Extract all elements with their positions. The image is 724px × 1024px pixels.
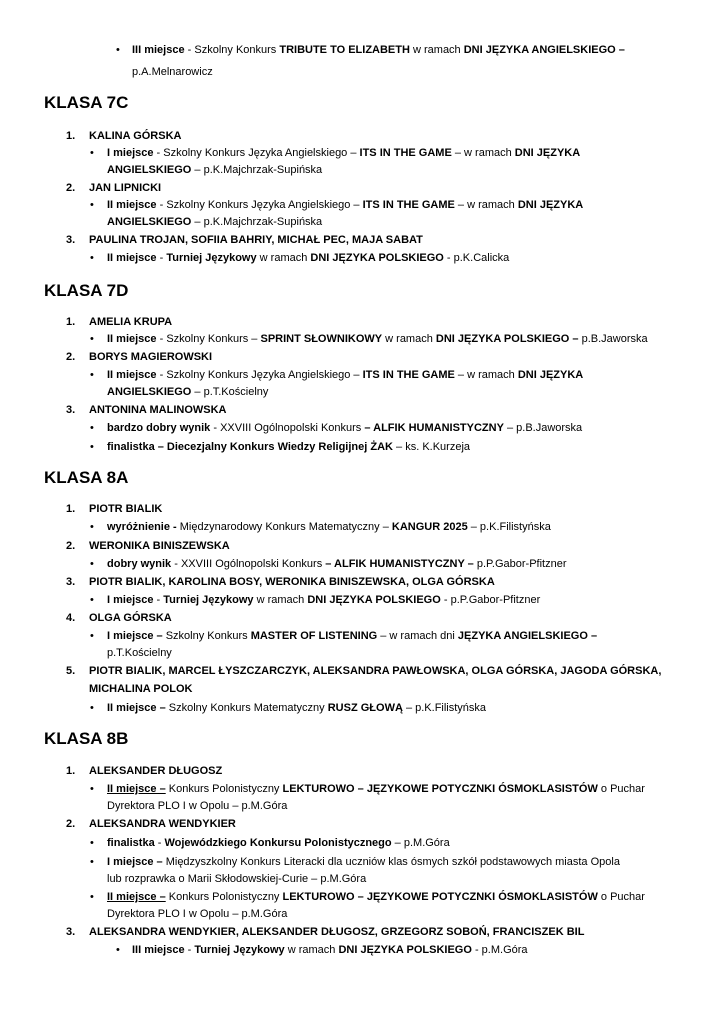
award-line-cont: Dyrektora PLO I w Opolu – p.M.Góra bbox=[107, 908, 288, 920]
list-number: 2. bbox=[66, 351, 76, 363]
list-number: 1. bbox=[66, 316, 76, 328]
bullet-icon: • bbox=[90, 837, 94, 849]
list-number: 2. bbox=[66, 540, 76, 552]
award-line-cont: Dyrektora PLO I w Opolu – p.M.Góra bbox=[107, 800, 288, 812]
bullet-icon: • bbox=[90, 630, 94, 642]
list-number: 5. bbox=[66, 665, 76, 677]
student-names: PAULINA TROJAN, SOFIIA BAHRIY, MICHAŁ PEC, MAJA SABAT bbox=[89, 234, 423, 246]
section-heading: KLASA 7D bbox=[44, 281, 129, 300]
award-line: I miejsce - Turniej Językowy w ramach DNI JĘZYKA POLSKIEGO - p.P.Gabor-Pfitzner bbox=[107, 594, 541, 606]
section-heading: KLASA 8B bbox=[44, 729, 129, 748]
student-names: PIOTR BIALIK, KAROLINA BOSY, WERONIKA BINISZEWSKA, OLGA GÓRSKA bbox=[89, 576, 495, 588]
bullet-icon: • bbox=[116, 944, 120, 956]
list-number: 2. bbox=[66, 182, 76, 194]
bullet-icon: • bbox=[90, 441, 94, 453]
section-heading: KLASA 8A bbox=[44, 468, 129, 487]
award-line: II miejsce - Szkolny Konkurs Języka Angielskiego – ITS IN THE GAME – w ramach DNI JĘZYKA bbox=[107, 199, 584, 211]
award-line: II miejsce – Konkurs Polonistyczny LEKTUROWO – JĘZYKOWE POTYCZNKI ÓSMOKLASISTÓW o Puchar bbox=[107, 891, 645, 903]
list-number: 1. bbox=[66, 765, 76, 777]
bullet-icon: • bbox=[90, 521, 94, 533]
bullet-icon: • bbox=[116, 44, 120, 56]
award-line: I miejsce - Szkolny Konkurs Języka Angielskiego – ITS IN THE GAME – w ramach DNI JĘZYKA bbox=[107, 147, 581, 159]
section-heading: KLASA 7C bbox=[44, 93, 129, 112]
bullet-icon: • bbox=[90, 422, 94, 434]
list-number: 3. bbox=[66, 234, 76, 246]
award-line: II miejsce - Szkolny Konkurs – SPRINT SŁOWNIKOWY w ramach DNI JĘZYKA POLSKIEGO – p.B.Jaworska bbox=[107, 333, 648, 345]
award-line: II miejsce - Turniej Językowy w ramach DNI JĘZYKA POLSKIEGO - p.K.Calicka bbox=[107, 252, 510, 264]
student-names-cont: MICHALINA POLOK bbox=[89, 683, 193, 695]
award-line: dobry wynik - XXVIII Ogólnopolski Konkurs – ALFIK HUMANISTYCZNY – p.P.Gabor-Pfitzner bbox=[107, 558, 567, 570]
bullet-icon: • bbox=[90, 783, 94, 795]
award-line: II miejsce - Szkolny Konkurs Języka Angielskiego – ITS IN THE GAME – w ramach DNI JĘZYKA bbox=[107, 369, 584, 381]
bullet-icon: • bbox=[90, 594, 94, 606]
award-line: finalistka – Diecezjalny Konkurs Wiedzy Religijnej ŻAK – ks. K.Kurzeja bbox=[107, 441, 471, 453]
list-number: 4. bbox=[66, 612, 76, 624]
award-line: III miejsce - Szkolny Konkurs TRIBUTE TO ELIZABETH w ramach DNI JĘZYKA ANGIELSKIEGO – bbox=[132, 44, 625, 56]
award-line-cont: p.T.Kościelny bbox=[107, 647, 172, 659]
list-number: 2. bbox=[66, 818, 76, 830]
list-number: 1. bbox=[66, 130, 76, 142]
bullet-icon: • bbox=[90, 702, 94, 714]
award-line-cont: lub rozprawka o Marii Skłodowskiej-Curie – p.M.Góra bbox=[107, 873, 367, 885]
student-name: WERONIKA BINISZEWSKA bbox=[89, 540, 230, 552]
student-name: ALEKSANDRA WENDYKIER bbox=[89, 818, 236, 830]
list-number: 3. bbox=[66, 404, 76, 416]
award-line: wyróżnienie - Międzynarodowy Konkurs Matematyczny – KANGUR 2025 – p.K.Filistyńska bbox=[107, 521, 551, 533]
student-name: ANTONINA MALINOWSKA bbox=[89, 404, 227, 416]
bullet-icon: • bbox=[90, 333, 94, 345]
award-line: II miejsce – Szkolny Konkurs Matematyczny RUSZ GŁOWĄ – p.K.Filistyńska bbox=[107, 702, 487, 714]
bullet-icon: • bbox=[90, 199, 94, 211]
award-line-cont: ANGIELSKIEGO – p.K.Majchrzak-Supińska bbox=[107, 164, 323, 176]
student-names: PIOTR BIALIK, MARCEL ŁYSZCZARCZYK, ALEKSANDRA PAWŁOWSKA, OLGA GÓRSKA, JAGODA GÓRSKA, bbox=[89, 665, 662, 677]
list-number: 3. bbox=[66, 926, 76, 938]
student-name: OLGA GÓRSKA bbox=[89, 612, 172, 624]
bullet-icon: • bbox=[90, 369, 94, 381]
award-line: II miejsce – Konkurs Polonistyczny LEKTUROWO – JĘZYKOWE POTYCZNKI ÓSMOKLASISTÓW o Puchar bbox=[107, 783, 645, 795]
award-line: III miejsce - Turniej Językowy w ramach DNI JĘZYKA POLSKIEGO - p.M.Góra bbox=[132, 944, 528, 956]
bullet-icon: • bbox=[90, 891, 94, 903]
award-line: finalistka - Wojewódzkiego Konkursu Polonistycznego – p.M.Góra bbox=[107, 837, 450, 849]
award-line: I miejsce – Szkolny Konkurs MASTER OF LISTENING – w ramach dni JĘZYKA ANGIELSKIEGO – bbox=[107, 630, 598, 642]
bullet-icon: • bbox=[90, 252, 94, 264]
student-name: JAN LIPNICKI bbox=[89, 182, 162, 194]
bullet-icon: • bbox=[90, 856, 94, 868]
bullet-icon: • bbox=[90, 147, 94, 159]
award-line: I miejsce – Międzyszkolny Konkurs Literacki dla uczniów klas ósmych szkół podstawowych miasta Opola bbox=[107, 856, 620, 868]
award-line-cont: p.A.Melnarowicz bbox=[132, 66, 213, 78]
student-names: ALEKSANDRA WENDYKIER, ALEKSANDER DŁUGOSZ, GRZEGORZ SOBOŃ, FRANCISZEK BIL bbox=[89, 926, 585, 938]
award-line-cont: ANGIELSKIEGO – p.K.Majchrzak-Supińska bbox=[107, 216, 323, 228]
bullet-icon: • bbox=[90, 558, 94, 570]
student-name: ALEKSANDER DŁUGOSZ bbox=[89, 765, 223, 777]
student-name: PIOTR BIALIK bbox=[89, 503, 163, 515]
award-line-cont: ANGIELSKIEGO – p.T.Kościelny bbox=[107, 386, 269, 398]
student-name: AMELIA KRUPA bbox=[89, 316, 173, 328]
list-number: 3. bbox=[66, 576, 76, 588]
award-line: bardzo dobry wynik - XXVIII Ogólnopolski Konkurs – ALFIK HUMANISTYCZNY – p.B.Jaworska bbox=[107, 422, 583, 434]
student-name: BORYS MAGIEROWSKI bbox=[89, 351, 213, 363]
student-name: KALINA GÓRSKA bbox=[89, 130, 182, 142]
list-number: 1. bbox=[66, 503, 76, 515]
